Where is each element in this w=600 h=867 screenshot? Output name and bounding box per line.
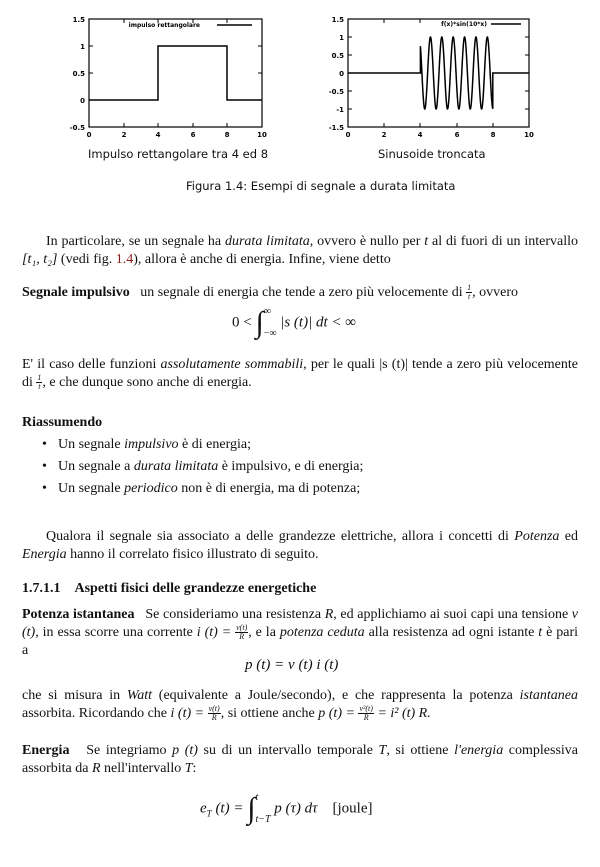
section-heading <box>22 580 316 598</box>
figure-reference-link[interactable]: 1.4 <box>115 252 134 267</box>
svg-text:1.5: 1.5 <box>331 16 344 24</box>
rect-pulse-chart <box>60 0 280 165</box>
svg-text:0: 0 <box>339 70 344 78</box>
figure-left <box>60 0 280 165</box>
svg-text:-0.5: -0.5 <box>328 88 344 96</box>
figure-right <box>300 0 540 165</box>
section-title: Aspetti fisici delle grandezze energetiche <box>74 581 317 596</box>
paragraph-energia: Energia Se integriamo p (t) su di un intervallo temporale T, si ottiene l'energia complessiva assorbita da R nell'intervallo T: <box>22 743 579 776</box>
svg-text:10: 10 <box>257 131 267 139</box>
svg-text:-0.5: -0.5 <box>69 124 85 132</box>
summary-item: • Un segnale a durata limitata è impulsivo, e di energia; <box>40 458 560 476</box>
paragraph-durata-limitata: In particolare, se un segnale ha durata limitata, ovvero è nullo per t al di fuori di un intervallo [t₁, t₂] (vedi fig. 1.4), allora è anche di energia. Infine, viene detto <box>22 234 578 267</box>
svg-text:0: 0 <box>345 131 351 139</box>
equation-energy: $e_T$ (t) = ∫ t t−T p (τ) dτ [joule] <box>200 792 373 825</box>
svg-text:0: 0 <box>80 97 85 105</box>
summary-item: • Un segnale periodico non è di energia, ma di potenza; <box>40 480 560 498</box>
paragraph-assolutamente-sommabili: E' il caso delle funzioni assolutamente sommabili, per le quali |s (t)| tende a zero più velocemente di $\frac{1}{t}$ , e che dunque sono anche di energia. <box>22 357 578 392</box>
equation-power: p (t) = v (t) i (t) <box>245 657 339 673</box>
legend-label: impulso rettangolare <box>128 22 200 29</box>
svg-text:8: 8 <box>224 131 230 139</box>
svg-text:1: 1 <box>339 34 344 42</box>
section-number: 1.7.1.1 <box>22 581 61 596</box>
definition-term: Energia <box>22 743 70 758</box>
legend-label: f(x)*sin(10*x) <box>441 21 487 28</box>
paragraph-watt: che si misura in Watt (equivalente a Joule/secondo), e che rappresenta la potenza istantanea assorbita. Ricordando che i (t) = $\frac{v(t)}{R}$ , si ottiene anche p (t) = $\frac{\text{v²(t)}}{R}$ = i² (t) R. <box>22 688 578 723</box>
paragraph-grandezze-elettriche: Qualora il segnale sia associato a delle grandezze elettriche, allora i concetti di Potenza ed Energia hanno il correlato fisico illustrato di seguito. <box>22 529 578 562</box>
summary-heading: Riassumendo <box>22 415 103 430</box>
equation-integrability: 0 < ∫ ∞ −∞ |s (t)| dt < ∞ <box>232 306 356 339</box>
svg-text:0: 0 <box>86 131 92 139</box>
left-chart-caption: Impulso rettangolare tra 4 ed 8 <box>88 147 269 161</box>
paragraph-potenza-istantanea: Potenza istantanea Se consideriamo una resistenza R, ed applichiamo ai suoi capi una tensione v (t), in essa scorre una corrente i (t) = $\frac{v(t)}{R}$ , e la potenza ceduta alla resistenza ad ogni istante t è pari a <box>22 607 579 658</box>
svg-text:0.5: 0.5 <box>72 70 85 78</box>
svg-text:4: 4 <box>417 131 423 139</box>
right-chart-caption: Sinusoide troncata <box>378 147 486 161</box>
definition-segnale-impulsivo: Segnale impulsivo un segnale di energia che tende a zero più velocemente di $\frac{1}{t}$ , ovvero <box>22 283 519 302</box>
definition-term: Potenza istantanea <box>22 607 135 622</box>
svg-text:0.5: 0.5 <box>331 52 344 60</box>
svg-text:1: 1 <box>80 43 85 51</box>
definition-term: Segnale impulsivo <box>22 285 130 300</box>
svg-text:-1: -1 <box>336 106 344 114</box>
figure-caption: Figura 1.4: Esempi di segnale a durata limitata <box>186 179 456 193</box>
svg-text:10: 10 <box>524 131 534 139</box>
svg-text:6: 6 <box>190 131 196 139</box>
svg-text:2: 2 <box>381 131 387 139</box>
truncated-sine-chart <box>300 0 540 165</box>
summary-item: • Un segnale impulsivo è di energia; <box>40 436 560 454</box>
summary-list <box>40 436 560 498</box>
svg-text:1.5: 1.5 <box>72 16 85 24</box>
svg-text:-1.5: -1.5 <box>328 124 344 132</box>
svg-text:4: 4 <box>155 131 161 139</box>
svg-text:6: 6 <box>454 131 460 139</box>
svg-text:2: 2 <box>121 131 127 139</box>
svg-text:8: 8 <box>490 131 496 139</box>
